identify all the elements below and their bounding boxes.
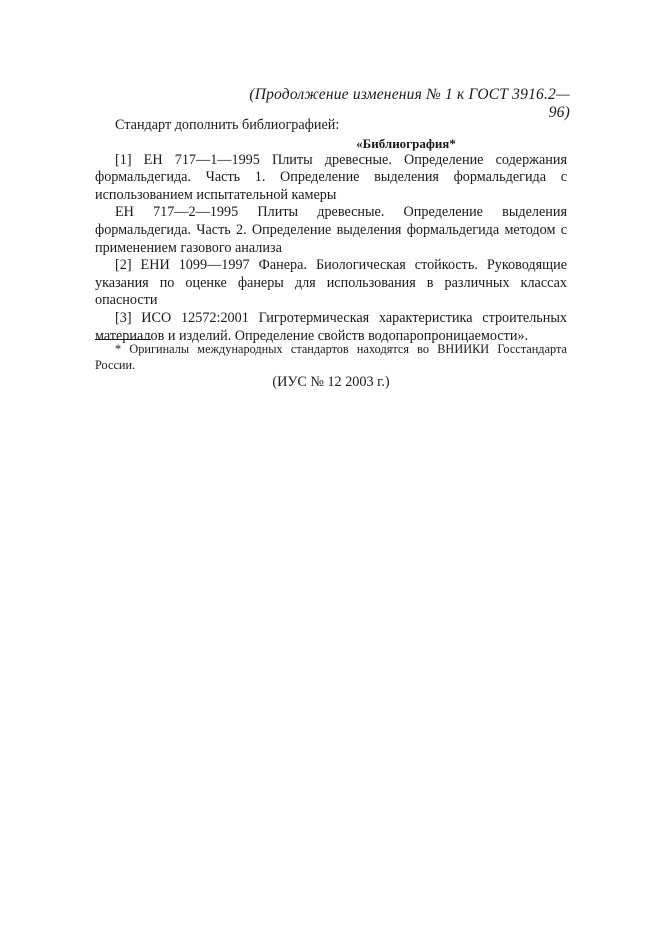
bibliography-entry-2: [2] ЕНИ 1099—1997 Фанера. Биологическая стойкость. Руководящие указания по оценке фанеры для использования в различных классах опасности — [95, 257, 567, 309]
bibliography-entry-1b: ЕН 717—2—1995 Плиты древесные. Определение выделения формальдегида. Часть 2. Определение выделения формальдегида методом с применением газового анализа — [95, 204, 567, 256]
continuation-header: (Продолжение изменения № 1 к ГОСТ 3916.2—96) — [249, 86, 570, 121]
footnote-divider — [95, 339, 151, 340]
amendment-text — [95, 117, 567, 345]
bibliography-heading: «Библиография* — [356, 135, 456, 151]
bibliography-entry-3: [3] ИСО 12572:2001 Гигротермическая характеристика строительных материалов и изделий. Определение свойств водопаропроницаемости». — [95, 309, 567, 344]
intro-line: Стандарт дополнить библиографией: — [115, 117, 340, 133]
footnote: * Оригиналы международных стандартов находятся во ВНИИКИ Госстандарта России. — [95, 342, 567, 372]
bibliography-entry-1: [1] ЕН 717—1—1995 Плиты древесные. Определение содержания формальдегида. Часть 1. Определение выделения формальдегида с использованием испытательной камеры — [95, 151, 567, 203]
ius-reference: (ИУС № 12 2003 г.) — [272, 374, 390, 390]
